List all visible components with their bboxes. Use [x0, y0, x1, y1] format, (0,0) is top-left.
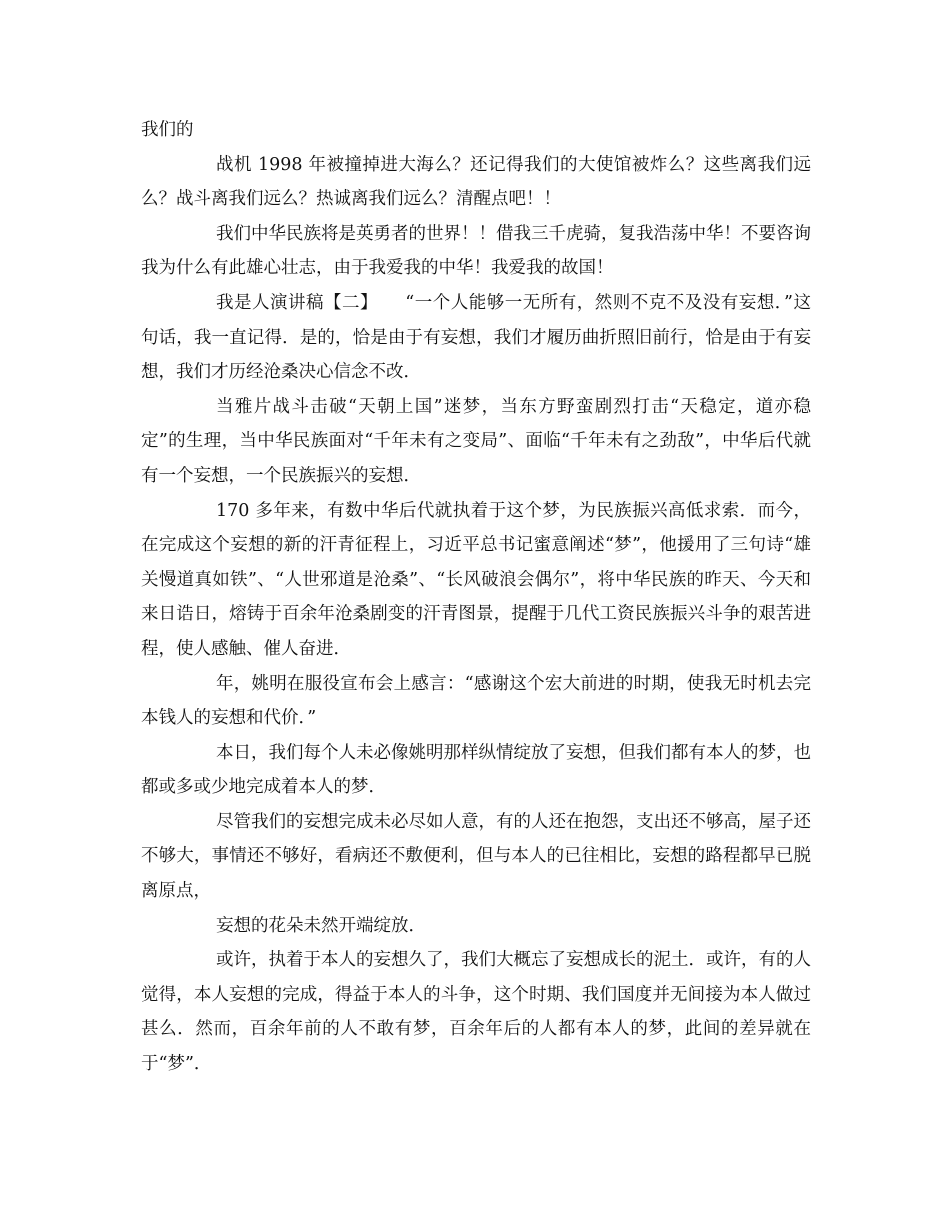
paragraph-3: 我们中华民族将是英勇者的世界！！借我三千虎骑，复我浩荡中华！不要咨询我为什么有此雄心壮志，由于我爱我的中华！我爱我的故国！ — [141, 223, 811, 279]
paragraph-7: 年，姚明在服役宣布会上感言：“感谢这个宏大前进的时期，使我无时机去完本钱人的妄想和代价．” — [141, 673, 811, 729]
document-body — [141, 113, 811, 1082]
paragraph-9: 尽管我们的妄想完成未必尽如人意，有的人还在抱怨，支出还不够高，屋子还不够大，事情还不够好，看病还不敷便利，但与本人的已往相比，妄想的路程都早已脱离原点， — [141, 811, 811, 902]
paragraph-11: 或许，执着于本人的妄想久了，我们大概忘了妄想成长的泥土．或许，有的人觉得，本人妄想的完成，得益于本人的斗争，这个时期、我们国度并无间接为本人做过甚么．然而，百余年前的人不敢有梦，百余年后的人都有本人的梦，此间的差异就在于“梦”． — [141, 950, 811, 1075]
paragraph-8: 本日，我们每个人未必像姚明那样纵情绽放了妄想，但我们都有本人的梦，也都或多或少地完成着本人的梦． — [141, 742, 811, 798]
paragraph-1: 我们的 — [141, 120, 194, 140]
paragraph-10: 妄想的花朵未然开端绽放． — [216, 915, 426, 936]
paragraph-6: 170 多年来，有数中华后代就执着于这个梦，为民族振兴高低求索．而今，在完成这个妄想的新的汗青征程上，习近平总书记蜜意阐述“梦”，他援用了三句诗“雄关慢道真如铁”、“人世邪道是沧桑”、“长风破浪会偶尔”，将中华民族的昨天、今天和来日诰日，熔铸于百余年沧桑剧变的汗青图景，提醒于几代工资民族振兴斗争的艰苦进程，使人感触、催人奋进． — [141, 500, 811, 659]
paragraph-5: 当雅片战斗击破“天朝上国”迷梦，当东方野蛮剧烈打击“天稳定，道亦稳定”的生理，当中华民族面对“千年未有之变局”、面临“千年未有之劲敌”，中华后代就有一个妄想，一个民族振兴的妄想． — [141, 396, 811, 486]
paragraph-4: 我是人演讲稿【二】 “一个人能够一无所有，然则不克不及没有妄想．”这句话，我一直记得．是的，恰是由于有妄想，我们才履历曲折照旧前行，恰是由于有妄想，我们才历经沧桑决心信念不改． — [141, 292, 811, 383]
paragraph-2: 战机 1998 年被撞掉进大海么？还记得我们的大使馆被炸么？这些离我们远么？战斗离我们远么？热诚离我们远么？清醒点吧！！ — [141, 154, 811, 210]
